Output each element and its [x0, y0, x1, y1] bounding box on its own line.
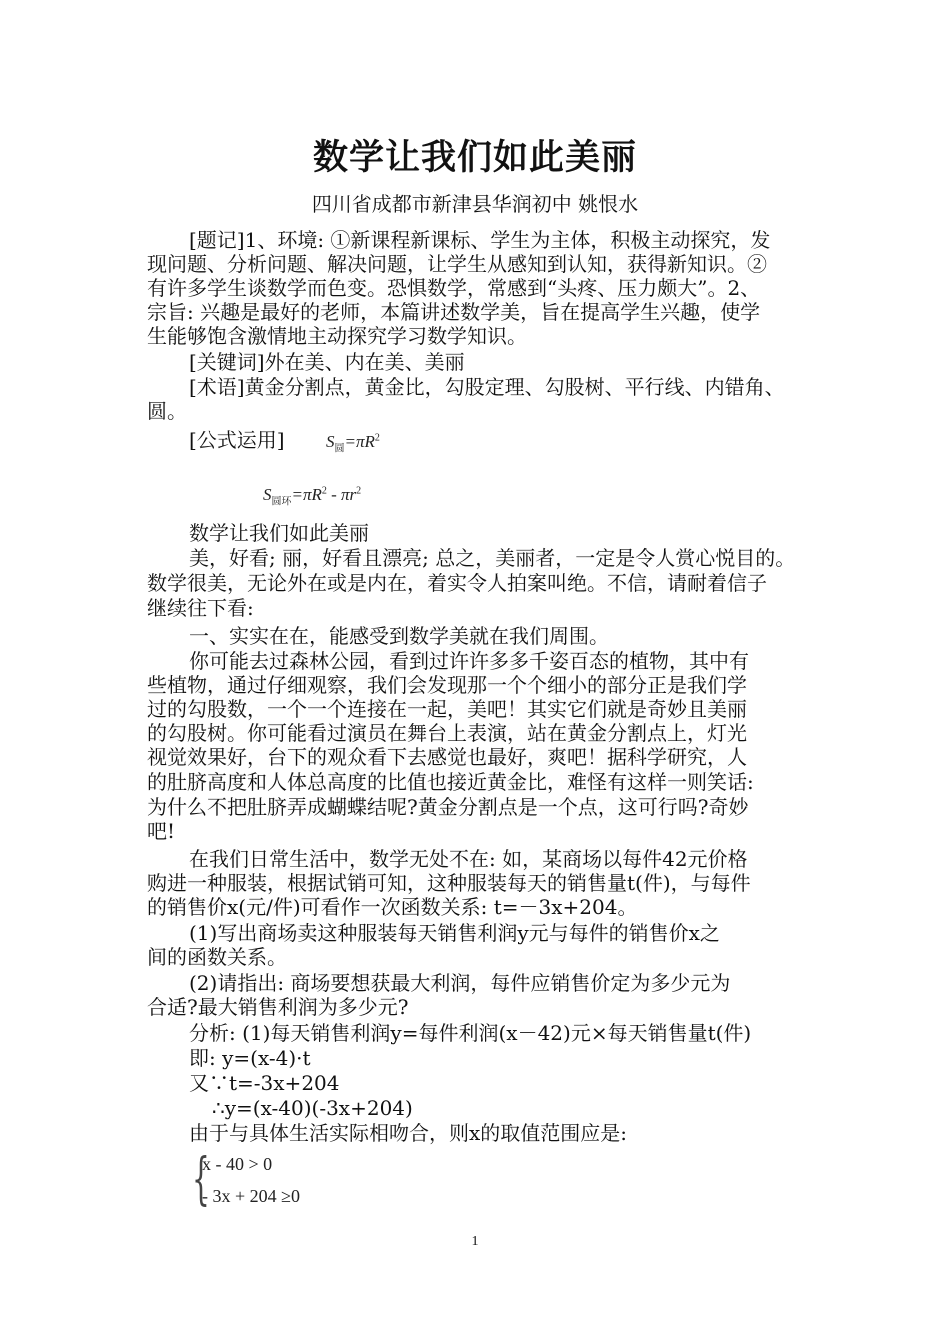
text-line: 有许多学生谈数学而色变。恐惧数学，常感到“头疼、压力颇大”。2、: [147, 276, 761, 300]
text-line: 吧!: [147, 819, 176, 843]
page-number: 1: [471, 1234, 479, 1249]
text-line: ∴y=(x-40)(-3x+204): [212, 1096, 413, 1120]
text-line: 即: y=(x-4)·t: [189, 1046, 311, 1070]
text-line: [关键词]外在美、内在美、美丽: [189, 350, 465, 374]
text-line: 分析: (1)每天销售利润y=每件利润(x－42)元×每天销售量t(件): [189, 1021, 752, 1045]
text-line: 为什么不把肚脐弄成蝴蝶结呢?黄金分割点是一个点，这可行吗?奇妙: [147, 795, 749, 819]
inequality-row: x - 40 > 0: [202, 1154, 273, 1174]
text-line: 由于与具体生活实际相吻合，则x的取值范围应是:: [189, 1121, 628, 1145]
text-line: [公式运用]: [189, 428, 285, 452]
text-line: 购进一种服装，根据试销可知，这种服装每天的销售量t(件)，与每件: [147, 871, 751, 895]
text-line: 继续往下看:: [147, 596, 254, 620]
text-line: 间的函数关系。: [147, 945, 287, 969]
text-line: 美，好看; 丽，好看且漂亮; 总之，美丽者，一定是令人赏心悦目的。: [189, 546, 796, 570]
text-line: 你可能去过森林公园，看到过许许多多千姿百态的植物，其中有: [189, 649, 749, 673]
text-line: 生能够饱含激情地主动探究学习数学知识。: [147, 324, 527, 348]
inequality-system: [192, 1147, 332, 1214]
inequality-row: - 3x + 204 ≥0: [202, 1186, 301, 1206]
formula-circle-area: $S_圆=\pi R^2$: [326, 432, 380, 455]
text-line: 宗旨: 兴趣是最好的老师，本篇讲述数学美，旨在提高学生兴趣，使学: [147, 300, 761, 324]
text-line: 的勾股树。你可能看过演员在舞台上表演，站在黄金分割点上，灯光: [147, 721, 747, 745]
text-line: 现问题、分析问题、解决问题，让学生从感知到认知，获得新知识。②: [147, 252, 767, 276]
text-line: 圆。: [147, 399, 187, 423]
text-line: (1)写出商场卖这种服装每天销售利润y元与每件的销售价x之: [189, 921, 720, 945]
text-line: 一、实实在在，能感受到数学美就在我们周围。: [189, 624, 609, 648]
text-line: 些植物，通过仔细观察，我们会发现那一个个细小的部分正是我们学: [147, 673, 747, 697]
text-line: 过的勾股数，一个一个连接在一起，美吧！其实它们就是奇妙且美丽: [147, 697, 747, 721]
page-title: 数学让我们如此美丽: [312, 138, 637, 178]
text-line: [术语]黄金分割点，黄金比，勾股定理、勾股树、平行线、内错角、: [189, 375, 785, 399]
text-line: 视觉效果好，台下的观众看下去感觉也最好，爽吧！据科学研究，人: [147, 745, 747, 769]
text-line: 合适?最大销售利润为多少元?: [147, 995, 409, 1019]
text-line: (2)请指出: 商场要想获最大利润，每件应销售价定为多少元为: [189, 971, 731, 995]
text-line: 又∵t=-3x+204: [189, 1071, 340, 1095]
brace-symbol: {: [192, 1147, 210, 1212]
text-line: 数学让我们如此美丽: [189, 521, 369, 545]
formula-annulus-area: $S_{圆环}=\pi R^2 - \pi r^2$: [263, 485, 362, 508]
text-line: 在我们日常生活中，数学无处不在: 如，某商场以每件42元价格: [189, 847, 748, 871]
text-line: [题记]1、环境: ①新课程新课标、学生为主体，积极主动探究，发: [189, 228, 771, 252]
text-line: 数学很美，无论外在或是内在，着实令人拍案叫绝。不信，请耐着信子: [147, 571, 767, 595]
author-line: 四川省成都市新津县华润初中 姚恨水: [311, 192, 639, 216]
text-line: 的肚脐高度和人体总高度的比值也接近黄金比，难怪有这样一则笑话:: [147, 770, 754, 794]
text-line: 的销售价x(元/件)可看作一次函数关系: t=－3x+204。: [147, 895, 638, 919]
